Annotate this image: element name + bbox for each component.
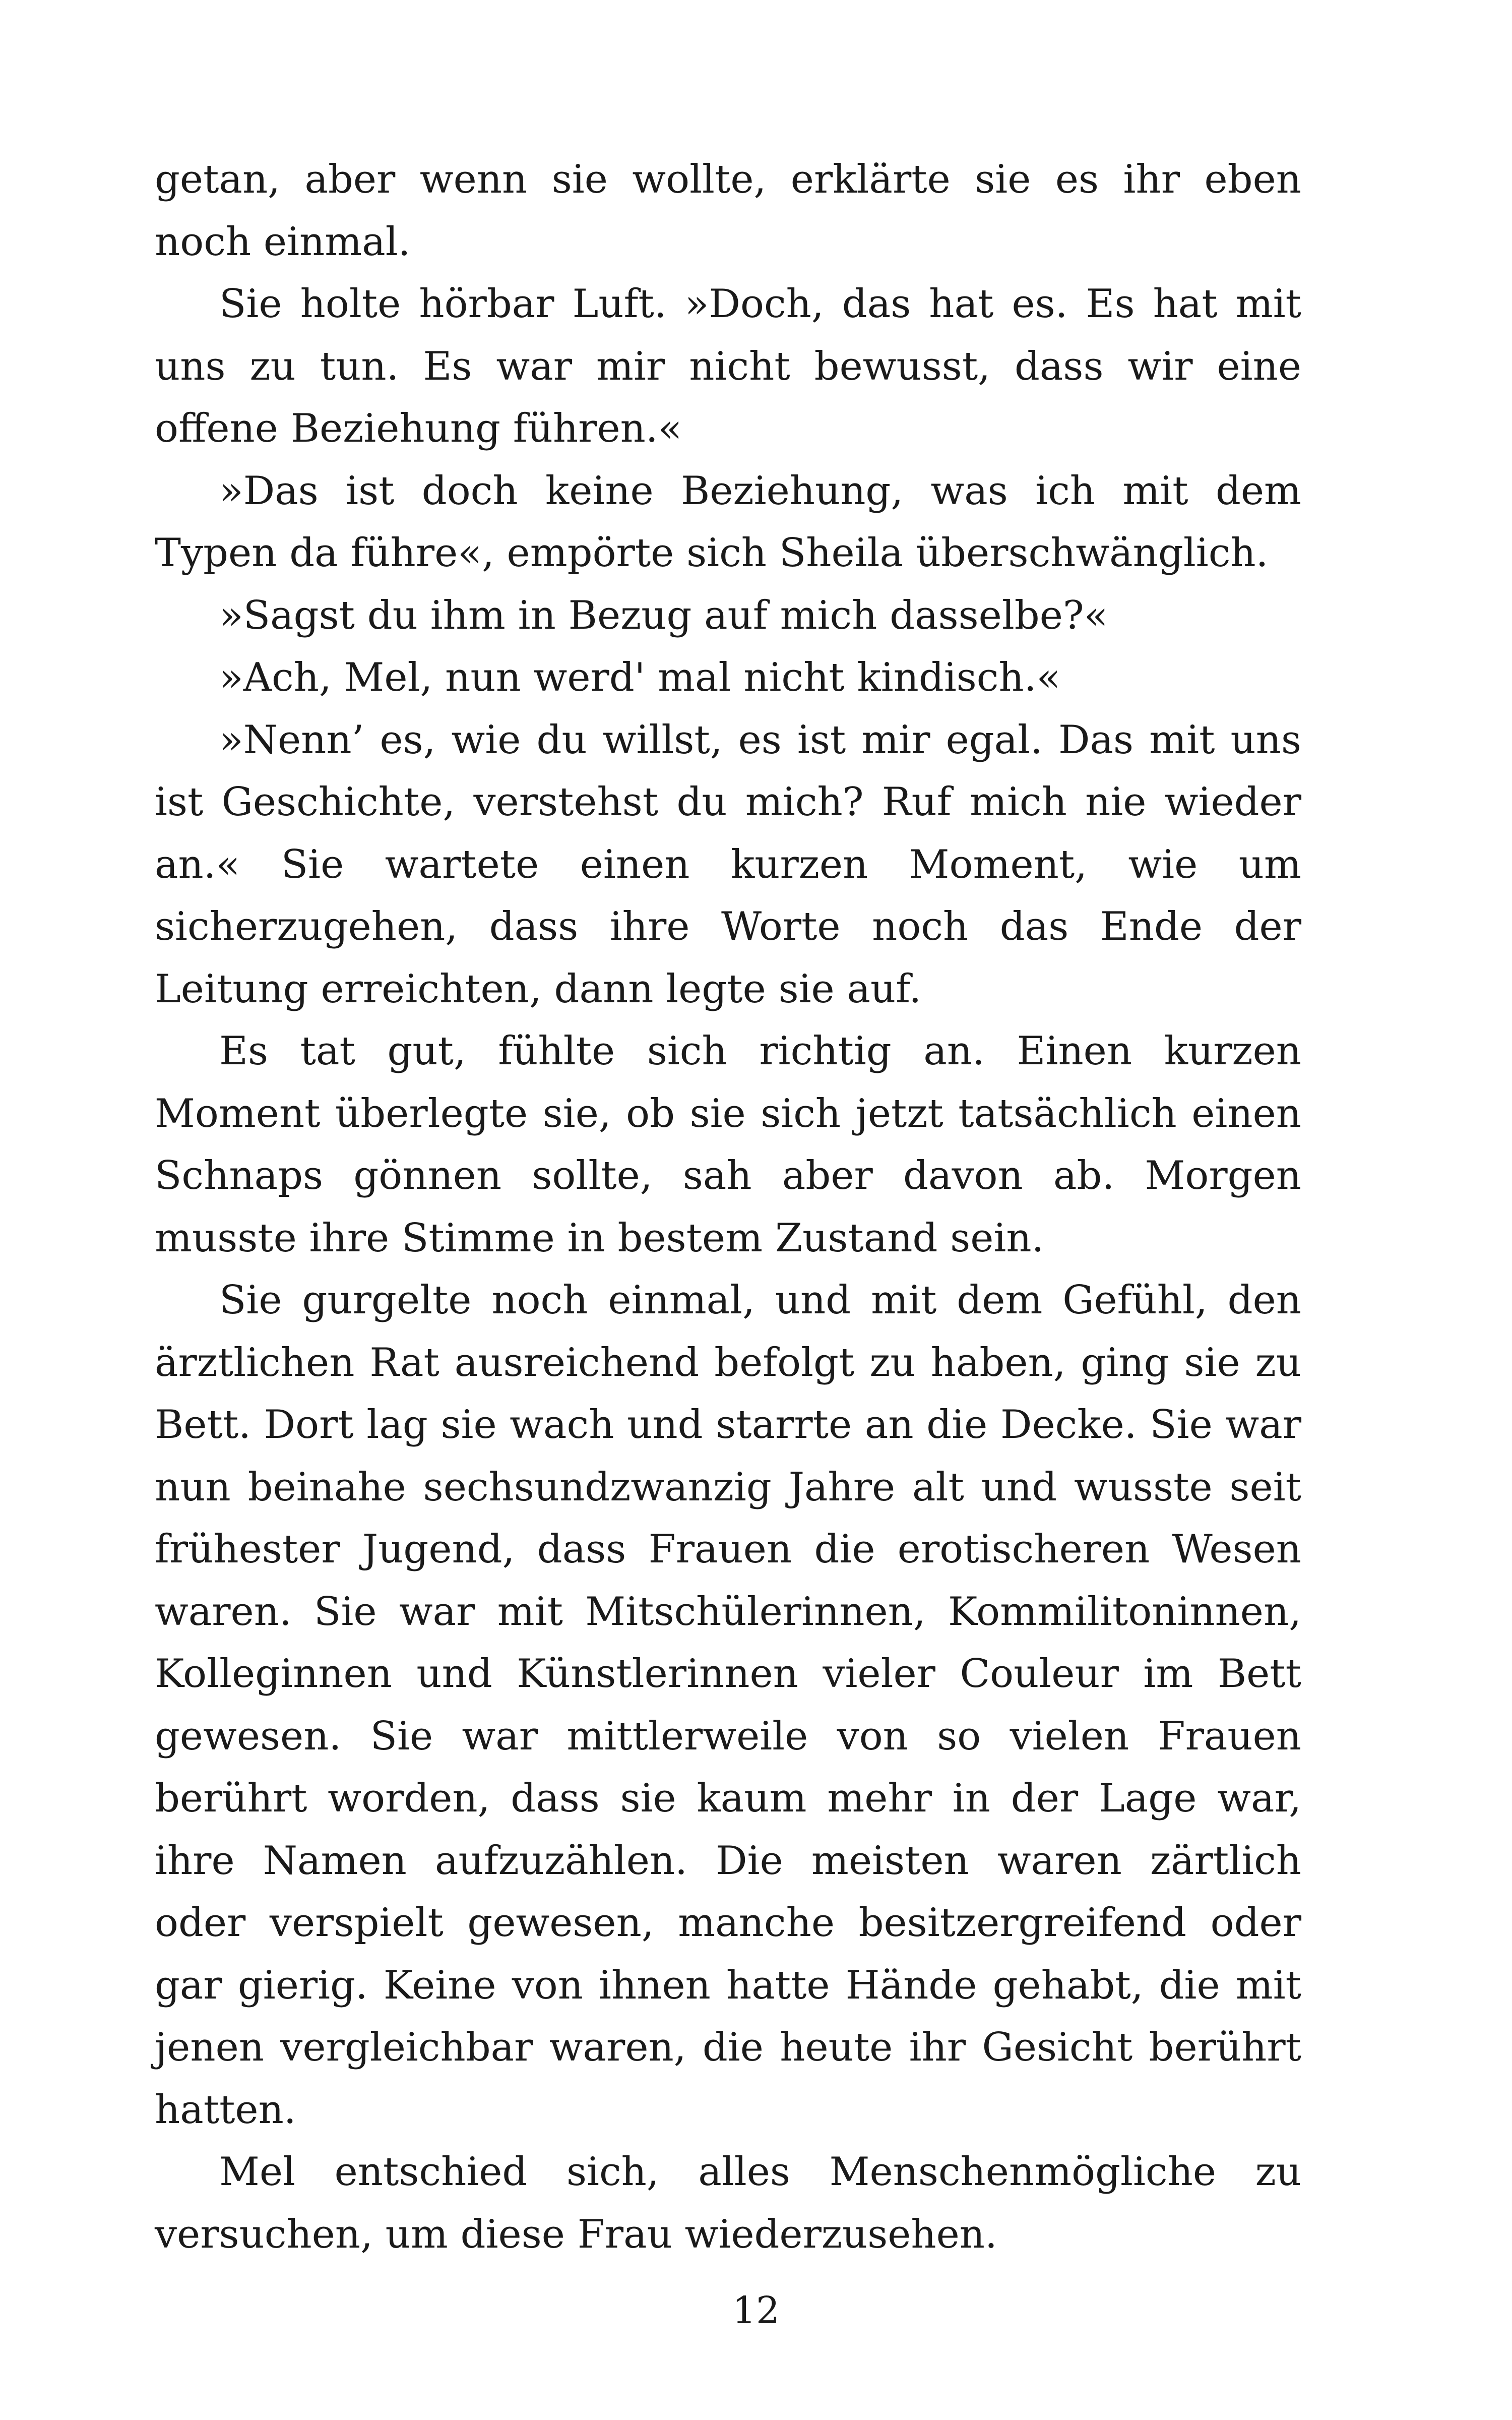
paragraph: »Ach, Mel, nun werd' mal nicht kindisch.« [219,655,1061,700]
paragraph: Sie gurgelte noch einmal, und mit dem Gefühl, den ärztlichen Rat ausreichend befolgt zu haben, ging sie zu Bett. Dort lag sie wach und starrte an die Decke. Sie war nun beinahe sechsundzwanzig Jahre alt und wusste seit frühester Jugend, dass Frauen die erotischeren Wesen waren. Sie war mit Mitschülerinnen, Kommilitoninnen, Kolleginnen und Künstlerinnen vieler Couleur im Bett gewesen. Sie war mittlerweile von so vielen Frauen berührt worden, dass sie kaum mehr in der Lage war, ihre Namen aufzuzählen. Die meisten waren zärtlich oder verspielt gewesen, manche besitzergreifend oder gar gierig. Keine von ihnen hatte Hände gehabt, die mit jenen vergleichbar waren, die heute ihr Gesicht berührt hatten. [155,1278,1301,2133]
paragraph: getan, aber wenn sie wollte, erklärte sie es ihr eben noch einmal. [155,157,1301,265]
paragraph: Es tat gut, fühlte sich richtig an. Einen kurzen Moment überlegte sie, ob sie sich jetzt tatsächlich einen Schnaps gönnen sollte, sah aber davon ab. Morgen musste ihre Stimme in bestem Zustand sein. [155,1028,1301,1261]
body-text [155,149,1301,2266]
paragraph: »Nenn’ es, wie du willst, es ist mir egal. Das mit uns ist Geschichte, verstehst du mich? Ruf mich nie wieder an.« Sie wartete einen kurzen Moment, wie um sicherzugehen, dass ihre Worte noch das Ende der Leitung erreichten, dann legte sie auf. [155,717,1301,1012]
page-number: 12 [732,2289,780,2332]
paragraph: Sie holte hörbar Luft. »Doch, das hat es. Es hat mit uns zu tun. Es war mir nicht bewusst, dass wir eine offene Beziehung führen.« [155,281,1301,451]
paragraph: »Sagst du ihm in Bezug auf mich dasselbe?« [219,592,1108,638]
paragraph: »Das ist doch keine Beziehung, was ich mit dem Typen da führe«, empörte sich Sheila überschwänglich. [155,468,1301,576]
paragraph: Mel entschied sich, alles Menschenmögliche zu versuchen, um diese Frau wiederzusehen. [155,2149,1301,2257]
